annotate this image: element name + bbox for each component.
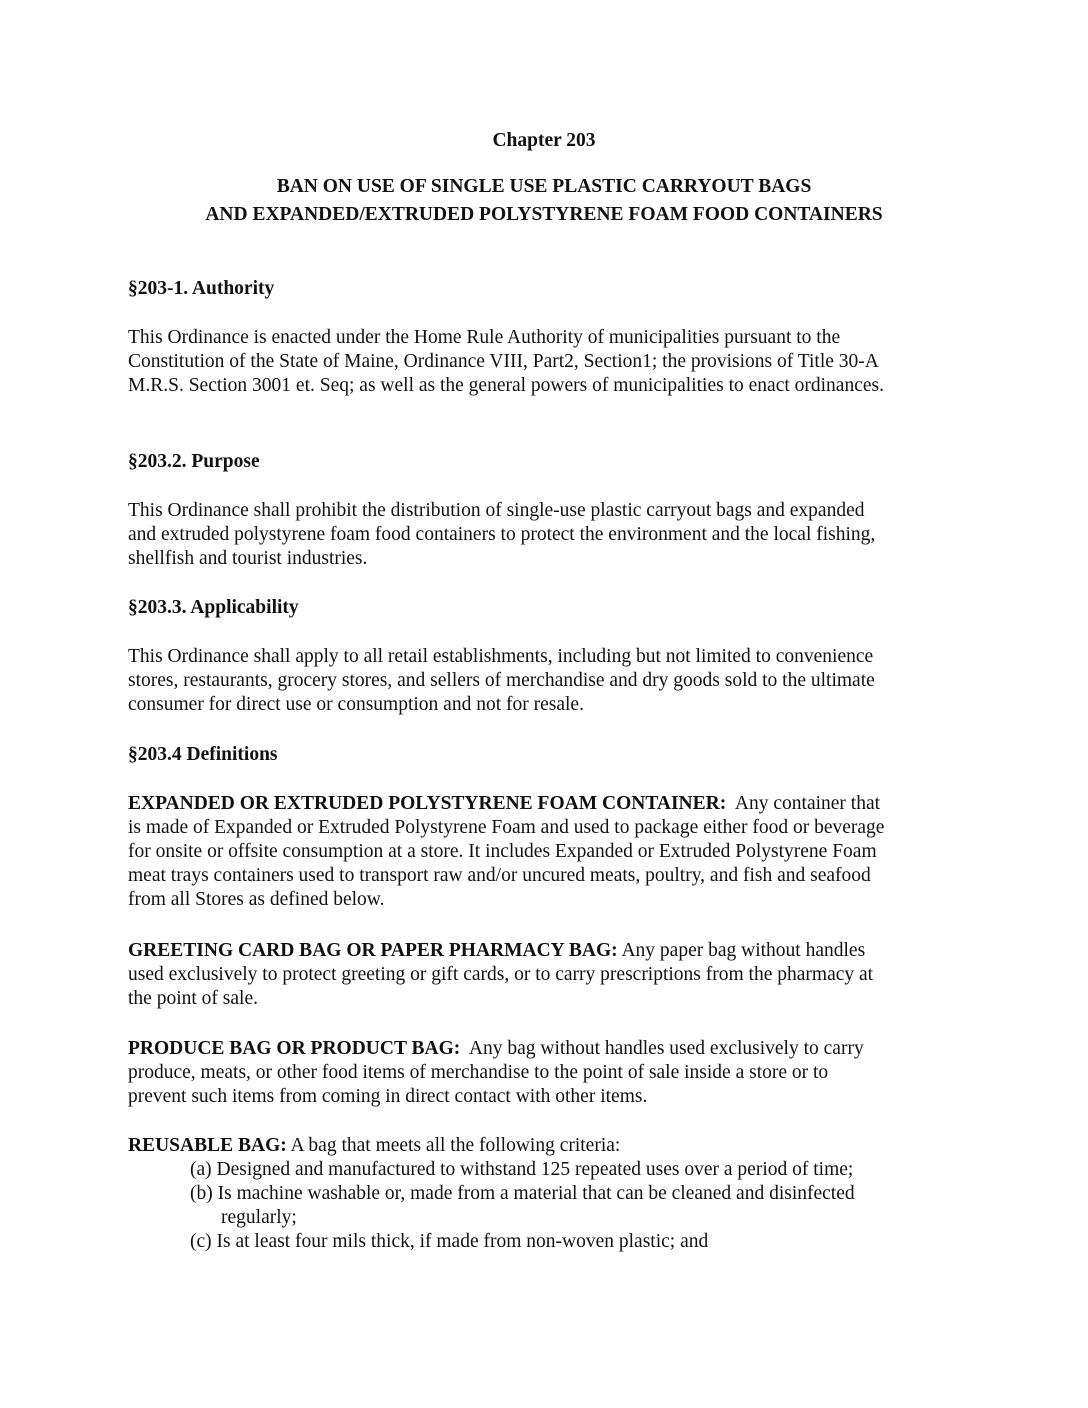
- section-heading-applicability: §203.3. Applicability: [128, 597, 299, 618]
- definition-term: PRODUCE BAG OR PRODUCT BAG:: [128, 1038, 461, 1059]
- definition-text: Any container that: [726, 793, 881, 814]
- applicability-line: This Ordinance shall apply to all retail establishments, including but not limited to convenience: [128, 646, 874, 667]
- definition-text: Any bag without handles used exclusively to carry: [460, 1038, 864, 1059]
- definition-term: REUSABLE BAG:: [128, 1135, 287, 1156]
- definition-term: EXPANDED OR EXTRUDED POLYSTYRENE FOAM CONTAINER:: [128, 793, 727, 814]
- definition-line: meat trays containers used to transport raw and/or uncured meats, poultry, and fish and seafood: [128, 865, 871, 886]
- chapter-heading: Chapter 203: [492, 130, 596, 151]
- definition-line: used exclusively to protect greeting or gift cards, or to carry prescriptions from the pharmacy at: [128, 964, 874, 985]
- section-heading-definitions: §203.4 Definitions: [128, 744, 278, 765]
- title-line-2: AND EXPANDED/EXTRUDED POLYSTYRENE FOAM FOOD CONTAINERS: [205, 204, 883, 225]
- definition-produce-first-line: [128, 1037, 864, 1061]
- definition-line: from all Stores as defined below.: [128, 889, 385, 910]
- criteria-item-b-continued: regularly;: [221, 1207, 297, 1228]
- definition-reusable-first-line: [128, 1134, 620, 1158]
- authority-line: M.R.S. Section 3001 et. Seq; as well as the general powers of municipalities to enact ordinances.: [128, 375, 884, 396]
- definition-eps-first-line: [128, 792, 880, 816]
- purpose-line: shellfish and tourist industries.: [128, 548, 368, 569]
- definition-line: for onsite or offsite consumption at a store. It includes Expanded or Extruded Polystyrene Foam: [128, 841, 877, 862]
- section-heading-purpose: §203.2. Purpose: [128, 451, 260, 472]
- definition-line: produce, meats, or other food items of merchandise to the point of sale inside a store or to: [128, 1062, 829, 1083]
- authority-line: Constitution of the State of Maine, Ordinance VIII, Part2, Section1; the provisions of Title 30-A: [128, 351, 879, 372]
- definition-text: A bag that meets all the following criteria:: [286, 1135, 621, 1156]
- definition-line: is made of Expanded or Extruded Polystyrene Foam and used to package either food or beverage: [128, 817, 885, 838]
- definition-line: the point of sale.: [128, 988, 258, 1009]
- definition-line: prevent such items from coming in direct contact with other items.: [128, 1086, 648, 1107]
- applicability-line: stores, restaurants, grocery stores, and sellers of merchandise and dry goods sold to the ultimate: [128, 670, 875, 691]
- definition-term: GREETING CARD BAG OR PAPER PHARMACY BAG:: [128, 940, 618, 961]
- definition-text: Any paper bag without handles: [617, 940, 866, 961]
- section-heading-authority: §203-1. Authority: [128, 278, 275, 299]
- criteria-item-b: (b) Is machine washable or, made from a material that can be cleaned and disinfected: [190, 1183, 855, 1204]
- applicability-line: consumer for direct use or consumption and not for resale.: [128, 694, 584, 715]
- definition-greeting-first-line: [128, 939, 865, 963]
- purpose-line: and extruded polystyrene foam food containers to protect the environment and the local fishing,: [128, 524, 876, 545]
- authority-line: This Ordinance is enacted under the Home Rule Authority of municipalities pursuant to the: [128, 327, 841, 348]
- criteria-item-c: (c) Is at least four mils thick, if made from non-woven plastic; and: [190, 1231, 709, 1252]
- purpose-line: This Ordinance shall prohibit the distribution of single-use plastic carryout bags and expanded: [128, 500, 865, 521]
- criteria-item-a: (a) Designed and manufactured to withstand 125 repeated uses over a period of time;: [190, 1159, 854, 1180]
- title-line-1: BAN ON USE OF SINGLE USE PLASTIC CARRYOUT BAGS: [276, 176, 812, 197]
